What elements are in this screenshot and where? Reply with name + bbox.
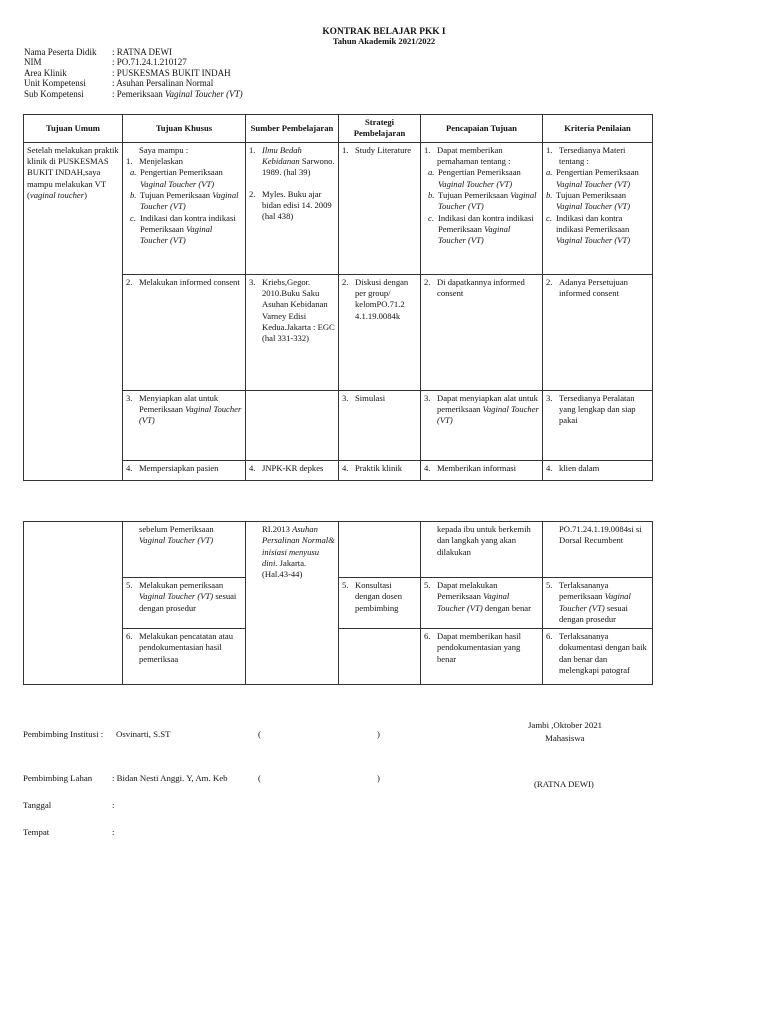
info-row-unit [24, 78, 243, 88]
sub-letter: a. [130, 167, 137, 178]
tempat-colon: : [112, 827, 115, 837]
kriteria-cell: 4. klien dalam [543, 460, 653, 480]
place-date: Jambi ,Oktober 2021 [528, 720, 603, 730]
tanggal-colon: : [112, 800, 115, 810]
sub-text: Pengertian Pemeriksaan Vaginal Toucher (VT) [140, 167, 223, 189]
learning-contract-table-page2 [23, 521, 653, 685]
signature-paren-close: ) [377, 729, 380, 739]
pencapaian-cell: 6. Dapat memberikan hasil pendokumentasian yang benar [421, 629, 543, 685]
item-number: 1. [126, 156, 133, 167]
tujuan-khusus-cell: 3. Menyiapkan alat untuk Pemeriksaan Vaginal Toucher (VT) [123, 390, 246, 460]
info-row-sub [24, 89, 243, 99]
tujuan-khusus-cell [123, 142, 246, 274]
tujuan-umum-close: ) [84, 190, 87, 201]
info-value-italic: Vaginal Toucher (VT) [165, 88, 243, 99]
info-row-nim [24, 57, 243, 67]
signature-paren-close: ) [377, 773, 380, 783]
sub-item [130, 167, 242, 190]
pembimbing-lahan-label: Pembimbing Lahan [23, 773, 93, 783]
sumber-cell [246, 390, 339, 460]
mahasiswa-label: Mahasiswa [545, 733, 585, 743]
sumber-cell: 3. Kriebs,Gegor. 2010.Buku Saku Asuhan Kebidanan Varney Edisi Kedua.Jakarta : EGC (hal 331-332) [246, 274, 339, 390]
mahasiswa-name: (RATNA DEWI) [534, 779, 594, 789]
list-item: 1. Tersedianya Materi tentang : [546, 144, 626, 167]
info-value [112, 89, 243, 99]
tanggal-label: Tanggal [23, 800, 52, 810]
sub-item: c. Indikasi dan kontra indikasi Pemeriksaan Vaginal Toucher (VT) [428, 212, 534, 246]
sub-letter: b. [130, 190, 137, 201]
pencapaian-cell: 4. Memberikan informasi [421, 460, 543, 480]
tujuan-umum-cell [24, 522, 123, 685]
sub-text: Tujuan Pemeriksaan Vaginal Toucher (VT) [140, 190, 239, 212]
sumber-cell: 4. JNPK-KR depkes [246, 460, 339, 480]
tujuan-umum-cell [24, 142, 123, 480]
tujuan-khusus-cell: 5. Melakukan pemeriksaan Vaginal Toucher (VT) sesuai dengan prosedur [123, 578, 246, 629]
info-row-nama [24, 47, 243, 57]
tempat-label: Tempat [23, 827, 50, 837]
document-subtitle: Tahun Akademik 2021/2022 [332, 36, 436, 46]
strategi-cell: 4. Praktik klinik [339, 460, 421, 480]
kriteria-cell: 6. Terlaksananya dokumentasi dengan baik dan benar dan melengkapi patograf [543, 629, 653, 685]
info-label: Unit Kompetensi [24, 78, 86, 89]
strategi-cell: 3. Simulasi [339, 390, 421, 460]
pencapaian-cell: 5. Dapat melakukan Pemeriksaan Vaginal Toucher (VT) dengan benar [421, 578, 543, 629]
info-label: NIM [24, 57, 42, 68]
kriteria-cell [543, 142, 653, 274]
kriteria-cell: 5. Terlaksananya pemeriksaan Vaginal Toucher (VT) sesuai dengan prosedur [543, 578, 653, 629]
sub-letter: c. [130, 212, 136, 223]
info-label: Area Klinik [24, 67, 67, 78]
item-text: Menjelaskan [139, 156, 183, 167]
sub-item: a. Pengertian Pemeriksaan Vaginal Toucher (VT) [546, 167, 639, 189]
sub-text: Indikasi dan kontra indikasi Pemeriksaan Vaginal Toucher (VT) [140, 212, 236, 246]
info-value: : RATNA DEWI [112, 47, 172, 57]
signature-paren-open: ( [258, 773, 261, 783]
header-tujuan-umum: Tujuan Umum [24, 115, 123, 143]
info-value: : PO.71.24.1.210127 [112, 57, 187, 68]
strategi-cell: 2. Diskusi dengan per group/ kelomPO.71.2 4.1.19.0084k [339, 274, 421, 390]
kriteria-cell: PO.71.24.1.19.0084si si Dorsal Recumbent [543, 522, 653, 578]
strategi-cell [339, 522, 421, 578]
info-value: : PUSKESMAS BUKIT INDAH [112, 67, 231, 78]
pencapaian-cell: 3. Dapat menyiapkan alat untuk pemeriksaan Vaginal Toucher (VT) [421, 390, 543, 460]
sub-item: a. Pengertian Pemeriksaan Vaginal Toucher (VT) [428, 167, 521, 189]
list-item: 1. Study Literature [342, 144, 412, 155]
header-tujuan-khusus: Tujuan Khusus [123, 115, 246, 143]
pencapaian-cell: kepada ibu untuk berkemih dan langkah yang akan dilakukan [421, 522, 543, 578]
tujuan-umum-italic: vaginal toucher [29, 190, 85, 201]
sub-item: b. Tujuan Pemeriksaan Vaginal Toucher (VT) [428, 190, 537, 212]
document-title: KONTRAK BELAJAR PKK I [322, 27, 446, 37]
pembimbing-institusi-name: Osvinarti, S.ST [116, 729, 171, 739]
strategi-cell [339, 629, 421, 685]
student-info [24, 47, 243, 99]
info-value-prefix: : Pemeriksaan [112, 88, 165, 99]
sub-item [130, 190, 242, 213]
khusus-intro: Saya mampu : [139, 144, 189, 155]
header-pencapaian: Pencapaian Tujuan [421, 115, 543, 143]
tujuan-khusus-cell: 6. Melakukan pencatatan atau pendokumentasian hasil pemeriksaa [123, 629, 246, 685]
info-label: Sub Kompetensi [24, 88, 84, 99]
table-header-row [24, 115, 653, 143]
sumber-cell: RI.2013 Asuhan Persalinan Normal& inisiasi menyusu dini. Jakarta. (Hal.43-44) [246, 522, 339, 685]
sumber-cell [246, 142, 339, 274]
info-row-area [24, 68, 243, 78]
sub-item [130, 213, 242, 247]
tujuan-khusus-cell: 2. Melakukan informed consent [123, 274, 246, 390]
learning-contract-table-page1 [23, 114, 653, 481]
pencapaian-cell: 2. Di dapatkannya informed consent [421, 274, 543, 390]
list-item: 1. Ilmu Bedah Kebidanan Sarwono. 1989. (hal 39) [249, 144, 335, 178]
pembimbing-institusi-label: Pembimbing Institusi : [23, 729, 104, 739]
strategi-cell: 5. Konsultasi dengan dosen pembimbing [339, 578, 421, 629]
table-row [24, 522, 653, 578]
signature-paren-open: ( [258, 729, 261, 739]
strategi-cell [339, 142, 421, 274]
pencapaian-cell [421, 142, 543, 274]
list-item [126, 156, 242, 167]
sub-item: b. Tujuan Pemeriksaan Vaginal Toucher (VT) [546, 190, 631, 212]
info-value: : Asuhan Persalinan Normal [112, 78, 214, 89]
tujuan-khusus-cell: 4. Mempersiapkan pasien [123, 460, 246, 480]
list-item: 1. Dapat memberikan pemahaman tentang : [424, 144, 511, 167]
list-item: 2. Myles. Buku ajar bidan edisi 14. 2009 (hal 438) [249, 188, 332, 222]
kriteria-cell: 2. Adanya Persetujuan informed consent [543, 274, 653, 390]
header-strategi: Strategi Pembelajaran [339, 115, 421, 143]
tujuan-khusus-cell: sebelum Pemeriksaan Vaginal Toucher (VT) [123, 522, 246, 578]
info-label: Nama Peserta Didik [24, 47, 97, 57]
tujuan-umum-text: Setelah melakukan praktik klinik di PUSKESMAS BUKIT INDAH,saya mampu melakukan VT ( [27, 144, 119, 201]
sub-item: c. Indikasi dan kontra indikasi Pemeriksaan Vaginal Toucher (VT) [546, 212, 631, 246]
kriteria-cell: 3. Tersedianya Peralatan yang lengkap dan siap pakai [543, 390, 653, 460]
pembimbing-lahan-name: : Bidan Nesti Anggi. Y, Am. Keb [112, 773, 228, 783]
header-kriteria: Kriteria Penilaian [543, 115, 653, 143]
header-sumber: Sumber Pembelajaran [246, 115, 339, 143]
table-row [24, 142, 653, 274]
